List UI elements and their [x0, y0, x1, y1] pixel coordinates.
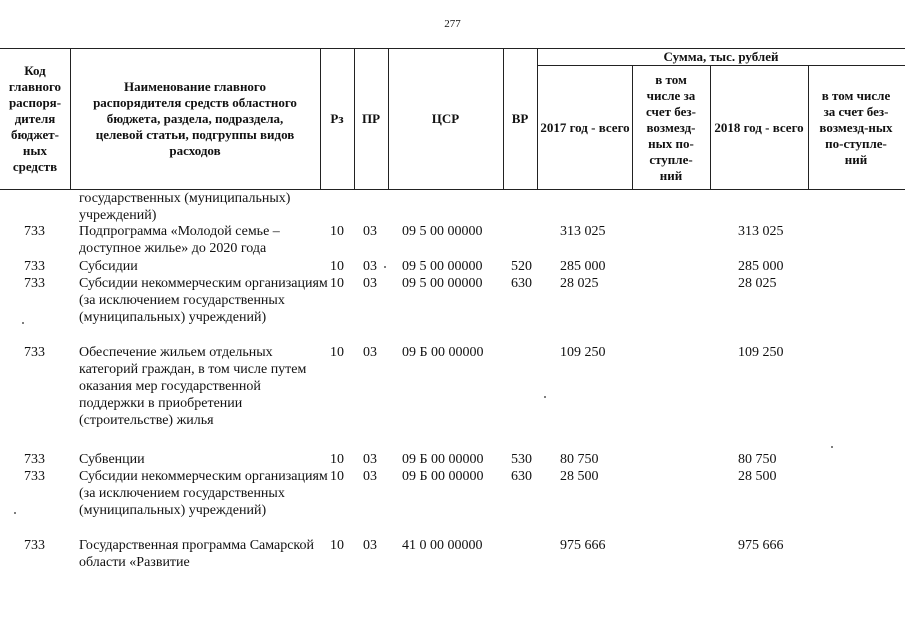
header-2017-total: 2017 год - всего [540, 120, 630, 135]
row-name: Подпрограмма «Молодой семье – доступное жилье» до 2020 года [79, 224, 280, 256]
row-2018-total: 28 025 [738, 276, 777, 291]
row-2017-total: 28 025 [560, 276, 599, 291]
row-2017-total: 975 666 [560, 538, 606, 553]
row-code: 733 [24, 469, 45, 484]
row-2018-total: 975 666 [738, 538, 784, 553]
row-vr: 520 [511, 259, 532, 274]
header-vr: ВР [511, 111, 529, 126]
row-2017-total: 313 025 [560, 224, 606, 239]
row-pr: 03 [363, 469, 377, 484]
row-2017-total: 80 750 [560, 452, 599, 467]
row-name: Субсидии [79, 259, 138, 274]
row-csr: 09 Б 00 00000 [402, 345, 484, 360]
page-number: 277 [444, 18, 461, 30]
row-code: 733 [24, 345, 45, 360]
row-code: 733 [24, 452, 45, 467]
header-name: Наименование главного распорядителя средств областного бюджета, раздела, подраздела, целевой статьи, подгруппы видов расходов [93, 79, 297, 158]
row-rz: 10 [330, 538, 344, 553]
row-name: Государственная программа Самарской области «Развитие [79, 538, 315, 570]
header-pr: ПР [361, 111, 381, 126]
row-rz: 10 [330, 345, 344, 360]
row-name: Субвенции [79, 452, 145, 467]
row-name: Субсидии некоммерческим организациям (за исключением государственных (муниципальных) учреждений) [79, 276, 328, 325]
row-rz: 10 [330, 452, 344, 467]
scan-speck [831, 446, 833, 448]
row-2018-total: 109 250 [738, 345, 784, 360]
scan-speck [14, 512, 16, 514]
scan-speck [384, 266, 386, 268]
row-pr: 03 [363, 538, 377, 553]
row-csr: 09 Б 00 00000 [402, 452, 484, 467]
row-csr: 41 0 00 00000 [402, 538, 483, 553]
row-2018-total: 285 000 [738, 259, 784, 274]
row-rz: 10 [330, 469, 344, 484]
row-csr: 09 5 00 00000 [402, 259, 483, 274]
header-sum: Сумма, тыс. рублей [663, 49, 779, 64]
table-header [0, 48, 905, 190]
row-csr: 09 Б 00 00000 [402, 469, 484, 484]
row-pr: 03 [363, 345, 377, 360]
row-pr: 03 [363, 452, 377, 467]
row-csr: 09 5 00 00000 [402, 224, 483, 239]
row-rz: 10 [330, 224, 344, 239]
scan-speck [544, 396, 546, 398]
row-code: 733 [24, 259, 45, 274]
row-name: Субсидии некоммерческим организациям (за исключением государственных (муниципальных) учреждений) [79, 469, 328, 518]
header-rz: Рз [330, 111, 344, 126]
row-pr: 03 [363, 224, 377, 239]
row-2018-total: 80 750 [738, 452, 777, 467]
row-2017-total: 28 500 [560, 469, 599, 484]
row-2017-total: 285 000 [560, 259, 606, 274]
row-csr: 09 5 00 00000 [402, 276, 483, 291]
header-2018-total: 2018 год - всего [714, 120, 804, 135]
row-rz: 10 [330, 259, 344, 274]
row-2018-total: 28 500 [738, 469, 777, 484]
row-code: 733 [24, 224, 45, 239]
row-name: государственных (муниципальных) учреждений) [79, 191, 291, 223]
row-vr: 630 [511, 276, 532, 291]
row-code: 733 [24, 276, 45, 291]
row-pr: 03 [363, 259, 377, 274]
row-vr: 530 [511, 452, 532, 467]
row-name: Обеспечение жильем отдельных категорий граждан, в том числе путем оказания мер государственной поддержки в приобретении (строительстве) жилья [79, 345, 307, 428]
header-2018-gratuitous: в том числе за счет без-возмезд-ных по-ступле-ний [819, 88, 893, 167]
header-code: Код главного распоря-дителя бюджет-ных средств [8, 63, 62, 174]
row-pr: 03 [363, 276, 377, 291]
scan-speck [22, 322, 24, 324]
header-2017-gratuitous: в том числе за счет без-возмезд-ных по-ступле-ний [646, 72, 696, 183]
row-2018-total: 313 025 [738, 224, 784, 239]
row-vr: 630 [511, 469, 532, 484]
row-rz: 10 [330, 276, 344, 291]
row-2017-total: 109 250 [560, 345, 606, 360]
header-csr: ЦСР [431, 111, 460, 126]
row-code: 733 [24, 538, 45, 553]
